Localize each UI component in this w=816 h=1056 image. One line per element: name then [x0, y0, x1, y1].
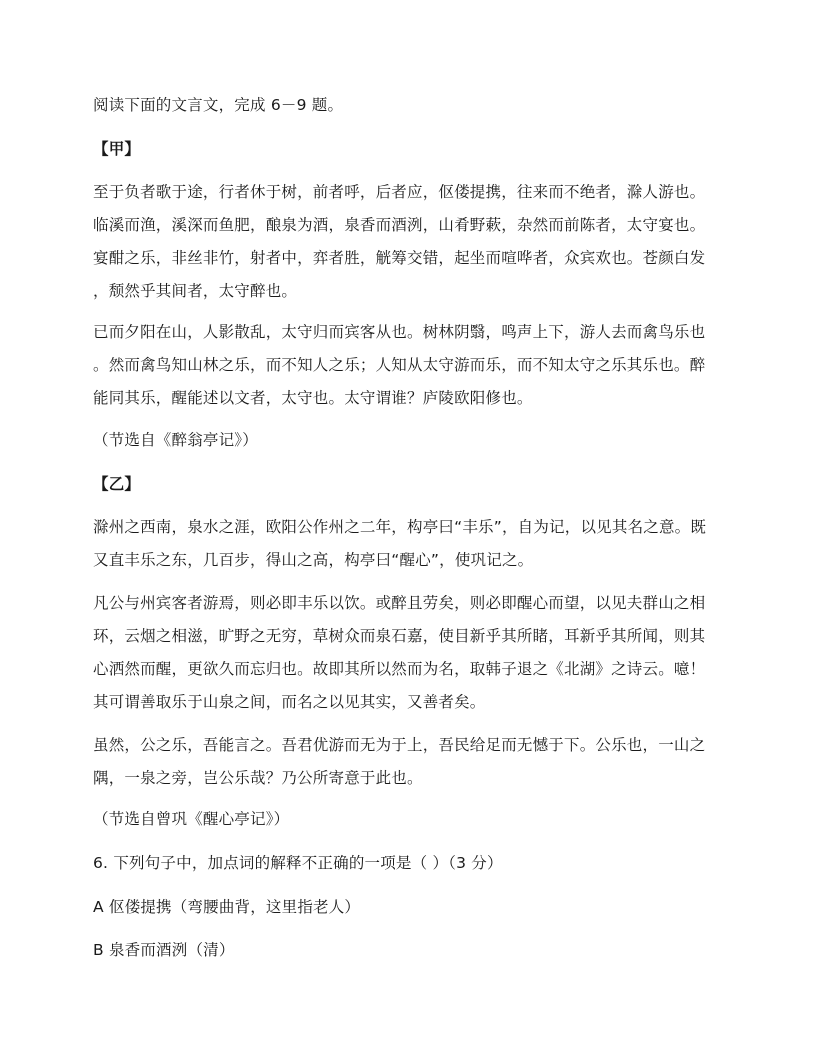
- text-line: 已而夕阳在山，人影散乱，太守归而宾客从也。树林阴翳，鸣声上下，游人去而禽鸟乐也: [93, 323, 706, 341]
- text-line: 临溪而渔，溪深而鱼肥，酿泉为酒，泉香而酒洌，山肴野蔌，杂然而前陈者，太守宴也。: [93, 216, 706, 234]
- passage-b-source: （节选自曾巩《醒心亭记》）: [93, 810, 290, 828]
- question-6-option-b: B 泉香而酒洌（清）: [93, 941, 235, 959]
- text-line: 滁州之西南，泉水之涯，欧阳公作州之二年，构亭曰“丰乐”，自为记，以见其名之意。既: [93, 518, 707, 536]
- text-line: 能同其乐，醒能述以文者，太守也。太守谓谁？庐陵欧阳修也。: [93, 389, 533, 407]
- text-line: 又直丰乐之东，几百步，得山之高，构亭曰“醒心”，使巩记之。: [93, 551, 534, 569]
- passage-a-source: （节选自《醉翁亭记》）: [93, 431, 258, 449]
- text-line: 虽然，公之乐，吾能言之。吾君优游而无为于上，吾民给足而无憾于下。公乐也，一山之: [93, 736, 706, 754]
- text-line: 。然而禽鸟知山林之乐，而不知人之乐；人知从太守游而乐，而不知太守之乐其乐也。醉: [93, 356, 706, 374]
- question-6-option-a: A 伛偻提携（弯腰曲背，这里指老人）: [93, 898, 361, 916]
- text-line: 隅，一泉之旁，岂公乐哉？乃公所寄意于此也。: [93, 769, 423, 787]
- text-line: 环，云烟之相滋，旷野之无穷，草树众而泉石嘉，使目新乎其所睹，耳新乎其所闻，则其: [93, 627, 706, 645]
- text-line: 凡公与州宾客者游焉，则必即丰乐以饮。或醉且劳矣，则必即醒心而望，以见夫群山之相: [93, 594, 706, 612]
- text-line: ，颓然乎其间者，太守醉也。: [93, 282, 298, 300]
- text-line: 心洒然而醒，更欲久而忘归也。故即其所以然而为名，取韩子退之《北湖》之诗云。噫！: [93, 660, 706, 678]
- text-line: 宴酣之乐，非丝非竹，射者中，弈者胜，觥筹交错，起坐而喧哗者，众宾欢也。苍颜白发: [93, 249, 706, 267]
- passage-a-label: 【甲】: [93, 140, 141, 158]
- instruction-text: 阅读下面的文言文，完成 6－9 题。: [93, 96, 344, 114]
- question-6-stem: 6. 下列句子中，加点词的解释不正确的一项是（ ）（3 分）: [93, 854, 503, 872]
- text-line: 其可谓善取乐于山泉之间，而名之以见其实，又善者矣。: [93, 693, 486, 711]
- passage-b-label: 【乙】: [93, 475, 141, 493]
- text-line: 至于负者歌于途，行者休于树，前者呼，后者应，伛偻提携，往来而不绝者，滁人游也。: [93, 183, 706, 201]
